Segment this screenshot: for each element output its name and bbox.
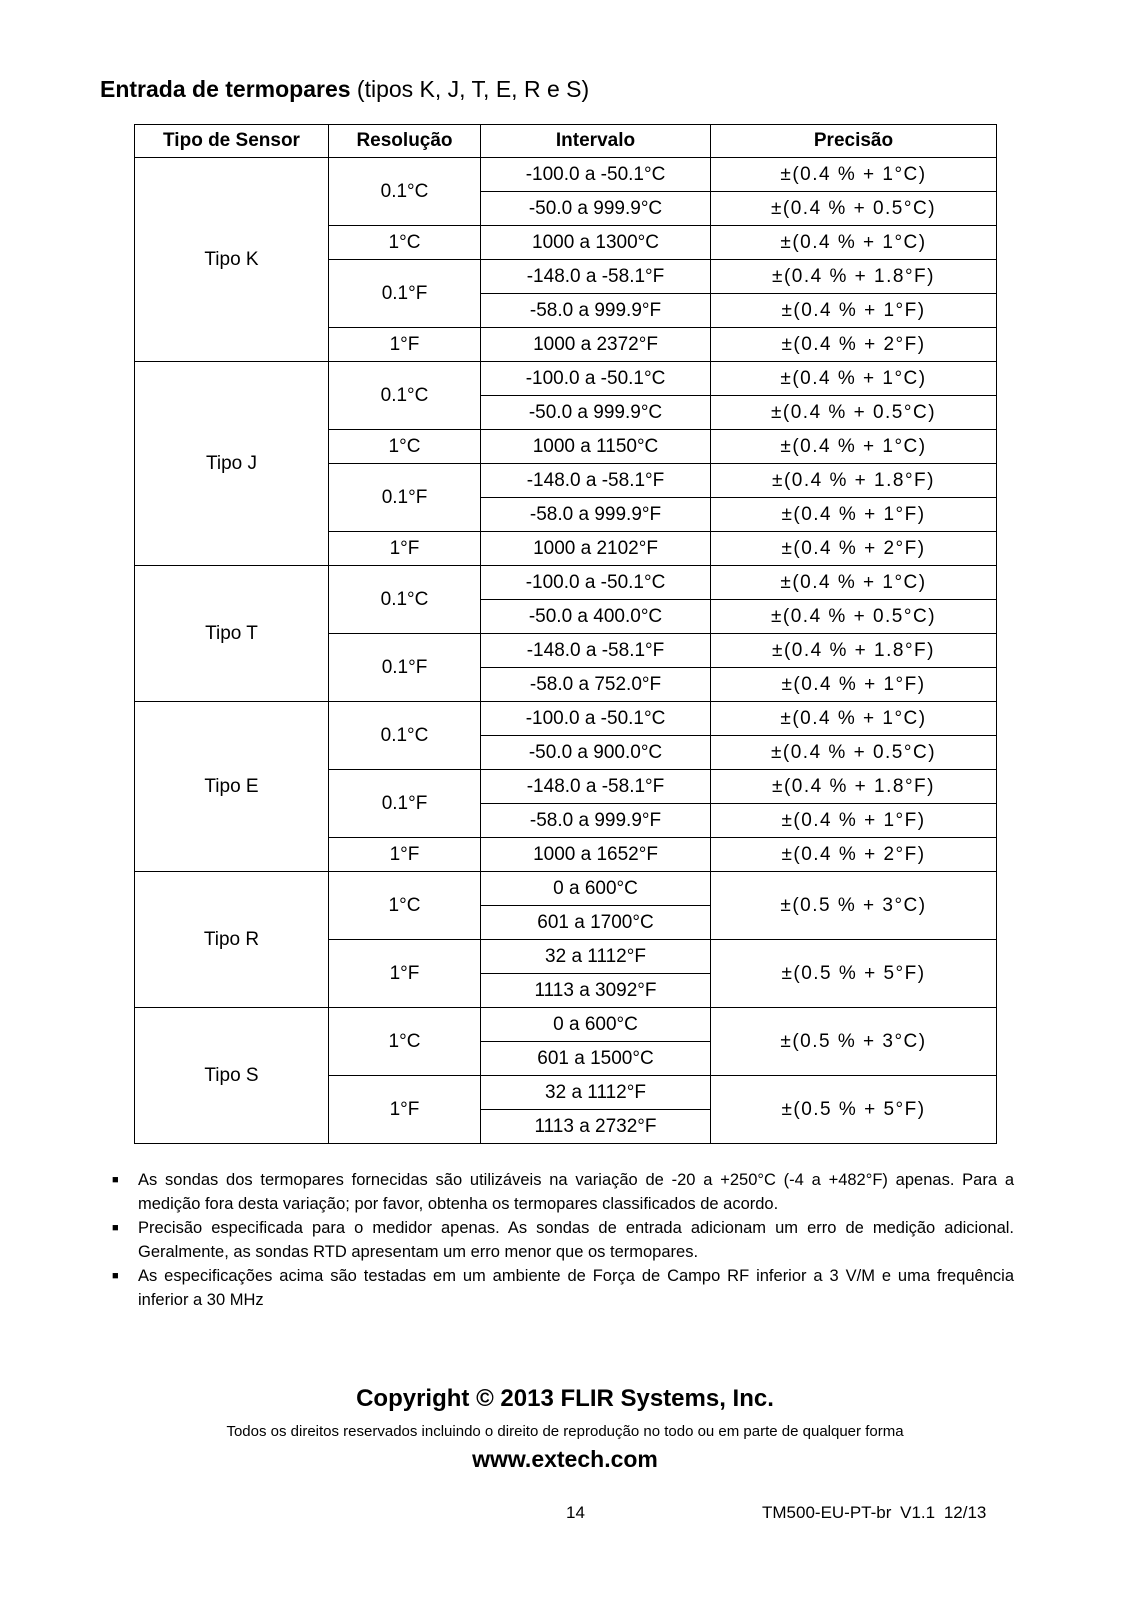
website-link[interactable]: www.extech.com	[472, 1446, 658, 1472]
header-sensor-type: Tipo de Sensor	[135, 125, 329, 158]
range-cell: -50.0 a 999.9°C	[481, 396, 711, 430]
resolution-cell: 1°C	[329, 226, 481, 260]
sensor-type-cell: Tipo K	[135, 158, 329, 362]
precision-cell: ±(0.5 % + 3°C)	[711, 1008, 997, 1076]
range-cell: -50.0 a 900.0°C	[481, 736, 711, 770]
notes-list	[112, 1168, 1014, 1312]
range-cell: -58.0 a 999.9°F	[481, 804, 711, 838]
sensor-type-cell: Tipo R	[135, 872, 329, 1008]
header-precision: Precisão	[711, 125, 997, 158]
precision-cell: ±(0.4 % + 1°C)	[711, 566, 997, 600]
resolution-cell: 0.1°F	[329, 770, 481, 838]
document-id: TM500-EU-PT-br V1.1 12/13	[762, 1503, 987, 1522]
thermocouple-spec-table	[134, 124, 997, 1144]
precision-cell: ±(0.4 % + 1°C)	[711, 158, 997, 192]
precision-cell: ±(0.4 % + 1°C)	[711, 702, 997, 736]
resolution-cell: 1°F	[329, 532, 481, 566]
precision-cell: ±(0.4 % + 2°F)	[711, 838, 997, 872]
precision-cell: ±(0.5 % + 3°C)	[711, 872, 997, 940]
range-cell: -148.0 a -58.1°F	[481, 464, 711, 498]
precision-cell: ±(0.5 % + 5°F)	[711, 940, 997, 1008]
table-row	[135, 362, 997, 396]
range-cell: -148.0 a -58.1°F	[481, 260, 711, 294]
note-text: As sondas dos termopares fornecidas são utilizáveis na variação de -20 a +250°C (-4 a +482°F) apenas. Para a medição fora desta variação; por favor, obtenha os termopares classificados de acordo.	[138, 1171, 1014, 1213]
range-cell: -100.0 a -50.1°C	[481, 566, 711, 600]
resolution-cell: 1°C	[329, 872, 481, 940]
resolution-cell: 0.1°C	[329, 362, 481, 430]
sensor-type-cell: Tipo S	[135, 1008, 329, 1144]
page-number: 14	[566, 1503, 585, 1522]
square-bullet-icon: ■	[112, 1222, 119, 1234]
header-range: Intervalo	[481, 125, 711, 158]
note-item	[112, 1264, 1014, 1312]
square-bullet-icon: ■	[112, 1270, 119, 1282]
resolution-cell: 1°F	[329, 940, 481, 1008]
range-cell: 1000 a 1652°F	[481, 838, 711, 872]
precision-cell: ±(0.4 % + 1°F)	[711, 668, 997, 702]
range-cell: -100.0 a -50.1°C	[481, 158, 711, 192]
range-cell: 1000 a 1150°C	[481, 430, 711, 464]
table-header-row	[135, 125, 997, 158]
note-text: Precisão especificada para o medidor apenas. As sondas de entrada adicionam um erro de medição adicional. Geralmente, as sondas RTD apresentam um erro menor que os termopares.	[138, 1219, 1014, 1261]
resolution-cell: 1°F	[329, 328, 481, 362]
range-cell: -148.0 a -58.1°F	[481, 634, 711, 668]
precision-cell: ±(0.4 % + 1.8°F)	[711, 260, 997, 294]
table-row	[135, 566, 997, 600]
precision-cell: ±(0.4 % + 0.5°C)	[711, 396, 997, 430]
resolution-cell: 0.1°F	[329, 634, 481, 702]
resolution-cell: 1°C	[329, 430, 481, 464]
section-heading-bold: Entrada de termopares	[100, 76, 351, 102]
precision-cell: ±(0.4 % + 1.8°F)	[711, 464, 997, 498]
precision-cell: ±(0.4 % + 1°C)	[711, 226, 997, 260]
precision-cell: ±(0.4 % + 1.8°F)	[711, 770, 997, 804]
range-cell: 1000 a 1300°C	[481, 226, 711, 260]
precision-cell: ±(0.4 % + 0.5°C)	[711, 192, 997, 226]
resolution-cell: 1°C	[329, 1008, 481, 1076]
sensor-type-cell: Tipo J	[135, 362, 329, 566]
precision-cell: ±(0.4 % + 1.8°F)	[711, 634, 997, 668]
section-heading-rest: (tipos K, J, T, E, R e S)	[350, 76, 590, 102]
section-heading	[100, 76, 589, 103]
range-cell: 32 a 1112°F	[481, 940, 711, 974]
precision-cell: ±(0.4 % + 0.5°C)	[711, 736, 997, 770]
range-cell: -148.0 a -58.1°F	[481, 770, 711, 804]
range-cell: 0 a 600°C	[481, 1008, 711, 1042]
table-row	[135, 1008, 997, 1042]
copyright-line: Copyright © 2013 FLIR Systems, Inc.	[356, 1385, 774, 1412]
resolution-cell: 1°F	[329, 1076, 481, 1144]
resolution-cell: 0.1°F	[329, 260, 481, 328]
sensor-type-cell: Tipo E	[135, 702, 329, 872]
range-cell: -100.0 a -50.1°C	[481, 362, 711, 396]
precision-cell: ±(0.4 % + 0.5°C)	[711, 600, 997, 634]
range-cell: -50.0 a 400.0°C	[481, 600, 711, 634]
range-cell: 601 a 1500°C	[481, 1042, 711, 1076]
note-item	[112, 1168, 1014, 1216]
precision-cell: ±(0.4 % + 2°F)	[711, 532, 997, 566]
table-row	[135, 872, 997, 906]
resolution-cell: 0.1°C	[329, 702, 481, 770]
range-cell: -58.0 a 752.0°F	[481, 668, 711, 702]
range-cell: 1000 a 2372°F	[481, 328, 711, 362]
range-cell: 1113 a 3092°F	[481, 974, 711, 1008]
rights-statement: Todos os direitos reservados incluindo o direito de reprodução no todo ou em parte de qualquer forma	[226, 1423, 904, 1440]
resolution-cell: 0.1°C	[329, 566, 481, 634]
table-row	[135, 158, 997, 192]
precision-cell: ±(0.4 % + 1°C)	[711, 362, 997, 396]
range-cell: 0 a 600°C	[481, 872, 711, 906]
range-cell: 1000 a 2102°F	[481, 532, 711, 566]
precision-cell: ±(0.4 % + 2°F)	[711, 328, 997, 362]
range-cell: 601 a 1700°C	[481, 906, 711, 940]
range-cell: 32 a 1112°F	[481, 1076, 711, 1110]
range-cell: -58.0 a 999.9°F	[481, 498, 711, 532]
table-row	[135, 702, 997, 736]
range-cell: -50.0 a 999.9°C	[481, 192, 711, 226]
precision-cell: ±(0.4 % + 1°F)	[711, 498, 997, 532]
note-item	[112, 1216, 1014, 1264]
square-bullet-icon: ■	[112, 1174, 119, 1186]
note-text: As especificações acima são testadas em um ambiente de Força de Campo RF inferior a 3 V/M e uma frequência inferior a 30 MHz	[138, 1267, 1014, 1309]
precision-cell: ±(0.4 % + 1°C)	[711, 430, 997, 464]
resolution-cell: 0.1°F	[329, 464, 481, 532]
resolution-cell: 0.1°C	[329, 158, 481, 226]
range-cell: 1113 a 2732°F	[481, 1110, 711, 1144]
precision-cell: ±(0.5 % + 5°F)	[711, 1076, 997, 1144]
range-cell: -100.0 a -50.1°C	[481, 702, 711, 736]
resolution-cell: 1°F	[329, 838, 481, 872]
sensor-type-cell: Tipo T	[135, 566, 329, 702]
precision-cell: ±(0.4 % + 1°F)	[711, 804, 997, 838]
header-resolution: Resolução	[329, 125, 481, 158]
precision-cell: ±(0.4 % + 1°F)	[711, 294, 997, 328]
range-cell: -58.0 a 999.9°F	[481, 294, 711, 328]
